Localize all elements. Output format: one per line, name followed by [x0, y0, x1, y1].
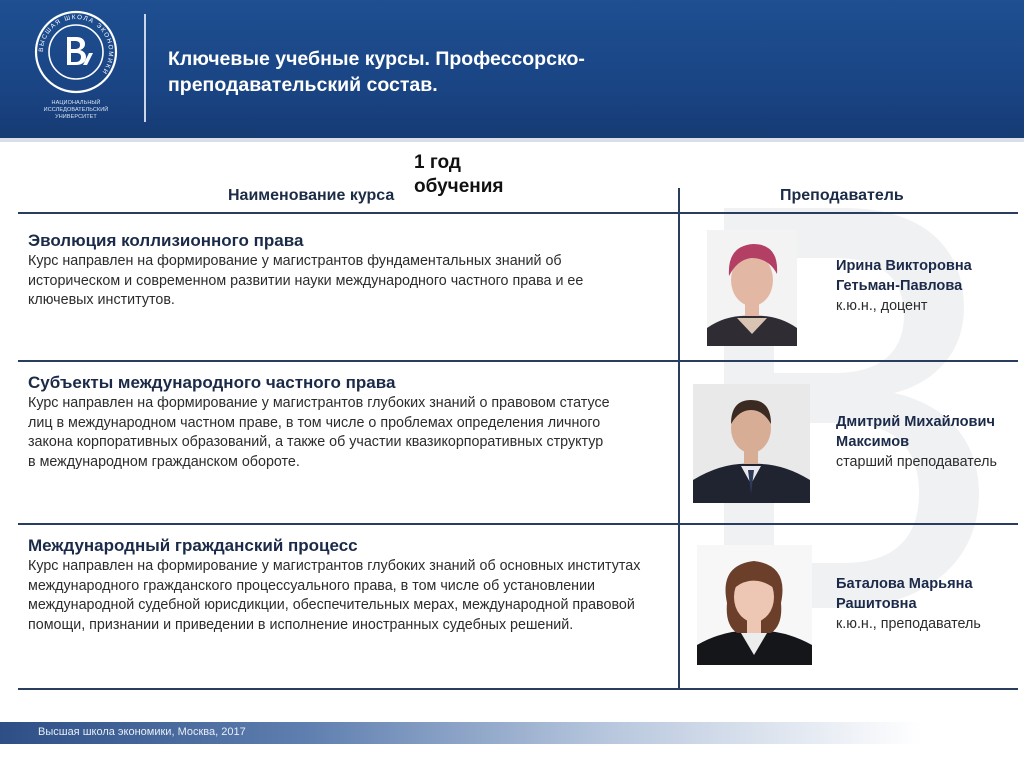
course-description: Курс направлен на формирование у магистрантов фундаментальных знаний об историческом и современном развитии науки международного частного права и ее ключевых институтов. [28, 253, 584, 308]
teacher-info [836, 412, 1024, 472]
course-title: Международный гражданский процесс [28, 536, 358, 555]
teacher-role: к.ю.н., доцент [836, 298, 928, 314]
header-divider [144, 14, 146, 122]
table-divider [18, 523, 1018, 525]
course-title: Эволюция коллизионного права [28, 231, 304, 250]
hse-seal-icon [34, 10, 118, 94]
course-title: Субъекты международного частного права [28, 373, 396, 392]
teacher-name: Ирина Викторовна [836, 258, 972, 274]
course-description: Курс направлен на формирование у магистрантов глубоких знаний о правовом статусе лиц в международном частном праве, в том числе о проблемах определения личного закона корпоративных образований, а также об участии квазикорпоративных структур в международном гражданском обороте. [28, 395, 610, 470]
table-row [28, 230, 648, 311]
teacher-name: Дмитрий Михайлович [836, 414, 995, 430]
teacher-photo [707, 230, 797, 346]
column-header-teacher: Преподаватель [780, 187, 904, 204]
hse-logo [22, 8, 130, 126]
footer-text: Высшая школа экономики, Москва, 2017 [38, 726, 246, 738]
slide-title: Ключевые учебные курсы. Профессорско-преподавательский состав. [168, 48, 585, 96]
logo-caption: НАЦИОНАЛЬНЫЙ ИССЛЕДОВАТЕЛЬСКИЙ УНИВЕРСИТЕТ [43, 100, 109, 120]
year-label: 1 год обучения [414, 152, 504, 197]
teacher-name: Максимов [836, 434, 910, 450]
table-divider [18, 212, 1018, 214]
header-rule [0, 138, 1024, 142]
table-divider [18, 360, 1018, 362]
table-divider [18, 688, 1018, 690]
teacher-name: Баталова Марьяна [836, 576, 973, 592]
course-description: Курс направлен на формирование у магистрантов глубоких знаний об основных институтах международного гражданского процессуального права, в том числе об установлении международной судебной юрисдикции, обеспечительных мерах, международной правовой помощи, признании и приведении в исполнение иностранных судебных решений. [28, 558, 641, 633]
table-row [28, 372, 648, 472]
table-column-divider [678, 188, 680, 690]
teacher-info [836, 574, 1024, 634]
teacher-photo [697, 545, 812, 665]
logo-ring-text: ВЫСШАЯ ШКОЛА ЭКОНОМИКИ [37, 13, 115, 76]
teacher-info [836, 256, 1024, 316]
teacher-photo [693, 384, 810, 503]
column-header-course: Наименование курса [228, 187, 395, 204]
teacher-role: старший преподаватель [836, 454, 997, 470]
teacher-name: Рашитовна [836, 596, 917, 612]
teacher-role: к.ю.н., преподаватель [836, 616, 981, 632]
teacher-name: Гетьман-Павлова [836, 278, 963, 294]
table-row [28, 535, 648, 635]
